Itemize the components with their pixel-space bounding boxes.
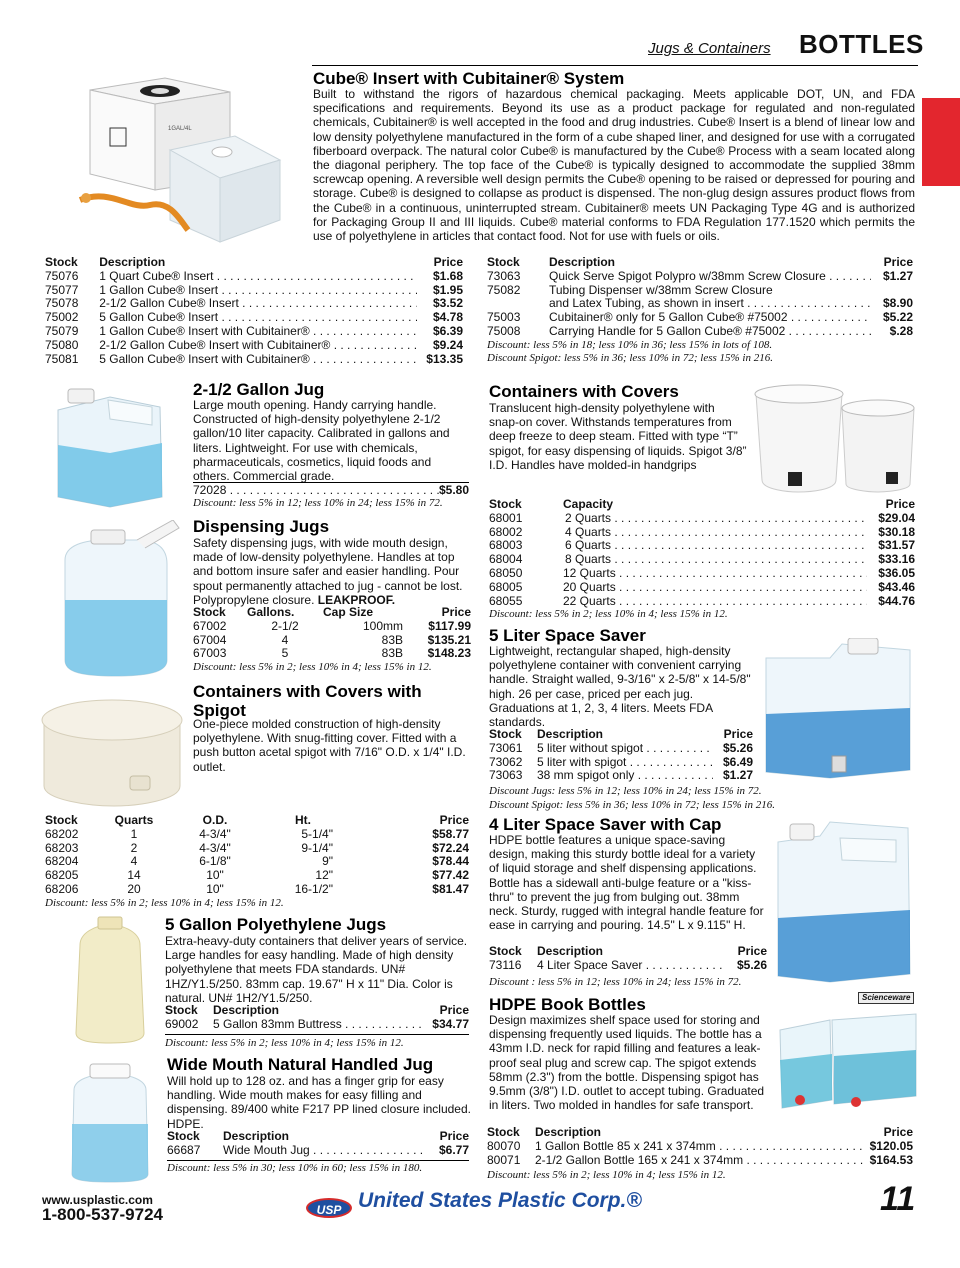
col-price: Price [433, 255, 463, 269]
col-capacity: Capacity [563, 497, 614, 511]
category-title: BOTTLES [799, 29, 924, 59]
price-cell: $4.78 [432, 310, 463, 325]
price-cell: $1.27 [722, 768, 753, 783]
col-price: Price [439, 813, 469, 827]
price-cell: $36.05 [878, 565, 915, 580]
table-row [489, 539, 915, 553]
col-description: Description [549, 255, 616, 269]
table-row [193, 647, 471, 661]
covers-discount: Discount: less 5% in 2; less 10% in 4; less 15% in 12. [489, 608, 728, 621]
stock-cell: 73061 [489, 740, 523, 755]
stock-cell: 75081 [45, 351, 79, 366]
gallons-cell: 5 [281, 646, 289, 661]
quarts-cell: 20 [127, 881, 141, 896]
col-description: Description [537, 944, 604, 958]
col-stock: Stock [489, 727, 522, 741]
price-cell: $148.23 [427, 646, 471, 661]
saver-4l-table [489, 945, 767, 989]
table-header [45, 256, 463, 270]
table-row [489, 742, 753, 756]
table-row [489, 567, 915, 581]
divider [165, 1034, 469, 1035]
description-cell: 5 Gallon Cube® Insert . . . [99, 311, 417, 325]
dispensing-jugs-desc-text: Safety dispensing jugs, with wide mouth design, made of low-density polyethylene. Handles at top and bottom insure safer and easier handling. Pour spout permanently attached to jug - cannot be lost. Polypropylene closure. [193, 536, 463, 607]
col-stock: Stock [487, 1125, 520, 1139]
capacity-cell: 20 Quarts . . . [563, 581, 867, 595]
stock-cell [487, 297, 549, 311]
stock-cell: 75082 [487, 282, 521, 297]
page-number: 11 [880, 1180, 916, 1218]
stock-cell: 72028 . . . [193, 483, 439, 497]
footer-website[interactable]: www.usplastic.com [42, 1193, 153, 1207]
price-cell: $5.26 [736, 957, 767, 972]
jug-2-5-gallon-image [40, 385, 185, 510]
stock-cell: 68205 [45, 868, 79, 883]
price-cell: $29.04 [878, 510, 915, 525]
dispensing-jugs-table [193, 606, 471, 674]
price-cell: $43.46 [878, 579, 915, 594]
col-description: Description [213, 1003, 280, 1017]
table-row [45, 828, 469, 842]
price-cell: $44.76 [878, 593, 915, 608]
price-cell: $72.24 [432, 840, 469, 855]
quarts-cell: 1 [130, 826, 138, 841]
covers-containers-image [750, 380, 920, 495]
table-row [487, 325, 913, 339]
wide-mouth-jug-image [60, 1060, 160, 1185]
table-row [489, 581, 915, 595]
table-header [45, 814, 469, 828]
price-cell: $58.77 [432, 826, 469, 841]
price-cell: $5.26 [722, 740, 753, 755]
price-cell: $1.27 [882, 268, 913, 283]
col-price: Price [439, 1129, 469, 1143]
height-cell: 9" [322, 854, 333, 869]
description-cell: 4 Liter Space Saver . . . [537, 959, 725, 973]
table-row [45, 270, 463, 284]
quarts-cell: 14 [127, 868, 141, 883]
table-header [489, 945, 767, 959]
saver-5l-spigot-discount: Discount Spigot: less 5% in 36; less 10% in 72; less 15% in 216. [489, 799, 775, 811]
col-price: Price [723, 727, 753, 741]
col-price: Price [737, 944, 767, 958]
description-cell: Tubing Dispenser w/38mm Screw Closure [549, 282, 773, 297]
price-cell: $6.77 [438, 1142, 469, 1157]
spigot-containers-description: One-piece molded construction of high-density polyethylene. With snug-fitting cover. Fitted with a push button acetal spigot with 7/16" O.D. x 1/4" I.D. outlet. [193, 717, 466, 774]
stock-cell: 75002 [45, 310, 79, 325]
five-gallon-discount: Discount: less 5% in 2; less 10% in 4; less 15% in 12. [165, 1036, 404, 1049]
wide-mouth-discount: Discount: less 5% in 30; less 10% in 60; less 15% in 180. [167, 1161, 423, 1174]
saver-4l-discount: Discount : less 5% in 12; less 10% in 24; less 15% in 72. [489, 975, 742, 988]
book-bottles-table [487, 1126, 913, 1182]
usp-logo-icon: USP [306, 1198, 352, 1218]
col-stock: Stock [193, 605, 226, 619]
price-cell: $6.39 [432, 323, 463, 338]
description-cell: 2-1/2 Gallon Bottle 165 x 241 x 374mm . . . [535, 1154, 863, 1168]
jug-2-5-gallon-title: 2-1/2 Gallon Jug [193, 380, 325, 399]
gallons-cell: 4 [281, 632, 289, 647]
jug-2-5-gallon-discount: Discount: less 5% in 12; less 10% in 24; less 15% in 72. [193, 497, 443, 509]
saver-4l-title: 4 Liter Space Saver with Cap [489, 815, 722, 834]
saver-4l-description: HDPE bottle features a unique space-saving design, making this sturdy bottle ideal for a variety of liquid storage and shelf dispensing applications. Bottle has a sidewall anti-bulge feature or a "kiss-thru" to prevent the jug from bulging out. 38mm neck. Sturdy, rugged with integral handle feature for ease in carrying and pouring. 14.5" L x 9.115" H. [489, 833, 764, 933]
table-row [487, 270, 913, 284]
col-description: Description [99, 255, 166, 269]
stock-cell: 75079 [45, 323, 79, 338]
table-row [165, 1018, 469, 1032]
price-cell: $81.47 [432, 881, 469, 896]
description-cell: Wide Mouth Jug . . . [223, 1144, 425, 1158]
saver-5l-title: 5 Liter Space Saver [489, 626, 646, 645]
stock-cell: 68055 [489, 593, 523, 608]
cap-size-cell: 83B [381, 646, 403, 661]
table-row [45, 325, 463, 339]
table-row [489, 526, 915, 540]
height-cell: 5-1/4" [301, 826, 333, 841]
header-rule [312, 65, 918, 66]
table-row [45, 855, 469, 869]
stock-cell: 75008 [487, 323, 521, 338]
table-row [45, 339, 463, 353]
table-row [167, 1144, 469, 1158]
spigot-container-image [30, 690, 190, 810]
col-height: Ht. [295, 813, 311, 827]
capacity-cell: 2 Quarts . . . [563, 512, 867, 526]
table-row [489, 595, 915, 609]
capacity-cell: 8 Quarts . . . [563, 553, 867, 567]
height-cell: 12" [315, 868, 333, 883]
section-label: Jugs & Containers [648, 40, 771, 57]
covers-table [489, 498, 915, 621]
col-price: Price [883, 255, 913, 269]
col-quarts: Quarts [114, 813, 154, 827]
price-cell: $120.05 [869, 1138, 913, 1153]
capacity-cell: 12 Quarts . . . [563, 567, 867, 581]
stock-cell: 75077 [45, 282, 79, 297]
scienceware-badge: Scienceware [858, 992, 914, 1004]
stock-cell: 75076 [45, 268, 79, 283]
col-cap-size: Cap Size [323, 605, 374, 619]
cube-product-image [70, 70, 300, 262]
col-description: Description [537, 727, 604, 741]
stock-cell: 75078 [45, 296, 79, 311]
cube-description: Built to withstand the rigors of hazardous chemical packaging. Meets applicable DOT, UN, and FDA specifications and requirements. Beyond its use as a product package for regulated and non-regulated chemicals, Cubitainer® is well accepted in the food and drug industries. Cube® Insert is a blend of linear low and low density polyethylene manufactured in the form of a cube shaped liner, and designed for use with a corrugated fiberboard overpack. The natural color Cube® is manufactured by the Cube® Process with a seam located along the diagonal periphery. The top face of the Cube® is typically designed to accommodate the supplied 38mm screwcap opening. A reversible well design permits the Cube® opening to be raised or depressed for pouring and storage. Cube® is designed to collapse as product is dispensed. The non-glug design assures product flows from the Cube® in a continuous, uninterrupted stream. Cubitainer® meets UN Packaging Type 4G and is authorized for Packaging Group II and III liquids. Cube® material conforms to FDA Regulation 177.1520 which permits the use of polyethylene in articles that contact food. Not for use with fuels or oils. [313, 87, 915, 244]
price-cell: $8.90 [882, 296, 913, 311]
col-stock: Stock [167, 1129, 200, 1143]
table-row [45, 311, 463, 325]
capacity-cell: 6 Quarts . . . [563, 539, 867, 553]
description-cell: 5 liter without spigot . . . [537, 742, 713, 756]
description-cell: 1 Gallon Bottle 85 x 241 x 374mm . . . [535, 1140, 863, 1154]
stock-cell: 69002 [165, 1016, 199, 1031]
cube-discount: Discount: less 5% in 18; less 10% in 36; less 15% in lots of 108. [487, 338, 773, 351]
od-cell: 10" [206, 881, 224, 896]
stock-cell: 80071 [487, 1152, 521, 1167]
table-row [487, 1140, 913, 1154]
stock-cell: 67003 [193, 646, 227, 661]
price-cell: $135.21 [427, 632, 471, 647]
description-cell: Carrying Handle for 5 Gallon Cube® #75002 . . . [549, 325, 871, 339]
table-header [487, 1126, 913, 1140]
quarts-cell: 4 [130, 854, 138, 869]
price-cell: $3.52 [432, 296, 463, 311]
saver-4l-image [770, 818, 920, 988]
table-row [487, 297, 913, 311]
stock-cell: 73063 [489, 768, 523, 783]
table-row [45, 353, 463, 367]
spigot-containers-table [45, 814, 469, 910]
five-gallon-title: 5 Gallon Polyethylene Jugs [165, 915, 387, 934]
five-gallon-jug-image [60, 915, 160, 1045]
stock-cell: 68003 [489, 538, 523, 553]
table-header [489, 498, 915, 512]
table-row [487, 1154, 913, 1168]
col-description: Description [223, 1129, 290, 1143]
saver-5l-table [489, 728, 753, 783]
price-cell: $9.24 [432, 337, 463, 352]
stock-cell: 67004 [193, 632, 227, 647]
table-header [193, 606, 471, 620]
dispensing-jugs-discount: Discount: less 5% in 2; less 10% in 4; less 15% in 12. [193, 661, 432, 674]
stock-cell: 73063 [487, 268, 521, 283]
footer-company: United States Plastic Corp.® [358, 1189, 642, 1212]
height-cell: 9-1/4" [301, 840, 333, 855]
table-row [489, 756, 753, 770]
col-od: O.D. [202, 813, 228, 827]
book-bottles-description: Design maximizes shelf space used for storing and dispensing frequently used liquids. The bottle has a 43mm I.D. neck for rapid filling and features a leak-proof seal plug and screw cap. The spigot extends 58mm (2.3") from the bottle. Dispensing spigot has 9.5mm (3/8") I.D. outlet to accept tubing. Graduated in liters. Two molded in handles for safe transport. [489, 1013, 765, 1113]
spigot-containers-title: Containers with Covers with Spigot [193, 682, 422, 720]
col-stock: Stock [489, 944, 522, 958]
table-row [45, 297, 463, 311]
table-row [193, 634, 471, 648]
description-cell: 38 mm spigot only . . . [537, 769, 713, 783]
spigot-containers-discount: Discount: less 5% in 2; less 10% in 4; less 15% in 12. [45, 896, 284, 909]
col-price: Price [883, 1125, 913, 1139]
od-cell: 10" [206, 868, 224, 883]
description-cell: 2-1/2 Gallon Cube® Insert with Cubitainer® . . . [99, 339, 417, 353]
col-price: Price [439, 1003, 469, 1017]
table-row [45, 284, 463, 298]
cube-table-left [45, 256, 463, 366]
price-cell [871, 284, 913, 298]
col-stock: Stock [45, 255, 78, 269]
covers-description: Translucent high-density polyethylene with snap-on cover. Withstands temperatures from deep freeze to deep steam. Fitted with type “T” spigot, for easy dispensing of liquids. Spigot 3/8” I.D. Handles have molded-in handgrips [489, 401, 747, 472]
cube-spigot-discount: Discount Spigot: less 5% in 36; less 10% in 72; less 15% in 216. [487, 351, 773, 364]
col-description: Description [535, 1125, 602, 1139]
price-cell: $6.49 [722, 754, 753, 769]
five-gallon-table [165, 1004, 469, 1050]
table-row [45, 842, 469, 856]
covers-title: Containers with Covers [489, 382, 679, 401]
price-cell: $77.42 [432, 868, 469, 883]
table-header [487, 256, 913, 270]
description-cell: 5 Gallon Cube® Insert with Cubitainer® . . . [99, 353, 417, 367]
gallons-cell: 2-1/2 [271, 618, 299, 633]
col-gallons: Gallons. [247, 605, 295, 619]
price-cell: $33.16 [878, 552, 915, 567]
price-cell: $117.99 [428, 618, 471, 633]
table-row [489, 769, 753, 783]
description-cell: 1 Gallon Cube® Insert . . . [99, 284, 417, 298]
leakproof-label: LEAKPROOF. [317, 592, 396, 607]
description-cell: Cubitainer® only for 5 Gallon Cube® #75002 . . . [549, 311, 871, 325]
stock-cell: 68002 [489, 524, 523, 539]
col-price: Price [441, 605, 471, 619]
table-row [489, 553, 915, 567]
price-cell: $5.22 [882, 310, 913, 325]
price-cell: $5.80 [438, 483, 469, 497]
wide-mouth-description: Will hold up to 128 oz. and has a finger grip for easy handling. Wide mouth makes for easy filling and dispensing. 89/400 white F217 PP lined closure included. HDPE. [167, 1074, 471, 1131]
od-cell: 4-3/4" [199, 826, 231, 841]
table-row [487, 284, 913, 298]
stock-cell: 66687 [167, 1142, 201, 1157]
table-header [489, 728, 753, 742]
col-price: Price [885, 497, 915, 511]
table-header [167, 1130, 469, 1144]
od-cell: 6-1/8" [199, 854, 231, 869]
stock-cell: 68202 [45, 826, 79, 841]
dispensing-jug-image [45, 520, 185, 680]
table-row [489, 512, 915, 526]
table-row [45, 869, 469, 883]
cap-size-cell: 100mm [362, 618, 403, 633]
price-cell: $34.77 [432, 1016, 469, 1031]
description-cell: 1 Gallon Cube® Insert with Cubitainer® . . . [99, 325, 417, 339]
book-bottles-image [770, 990, 920, 1120]
description-cell: Quick Serve Spigot Polypro w/38mm Screw Closure . . . [549, 270, 871, 284]
jug-2-5-gallon-row [193, 483, 469, 497]
wide-mouth-title: Wide Mouth Natural Handled Jug [167, 1055, 434, 1074]
price-cell: $164.53 [869, 1152, 913, 1167]
description-cell: 1 Quart Cube® Insert . . . [99, 270, 417, 284]
capacity-cell: 22 Quarts . . . [563, 595, 867, 609]
saver-5l-description: Lightweight, rectangular shaped, high-density polyethylene container with convenient carrying handle. Straight walled, 9-3/16" x 2-5/8" x 14-5/8" high. 26 per case, priced per each jug. Graduations at 1, 2, 3, 4 liters. Meets FDA standards. [489, 644, 751, 730]
dispensing-jugs-description [193, 536, 471, 607]
book-bottles-title: HDPE Book Bottles [489, 995, 646, 1014]
dispensing-jugs-title: Dispensing Jugs [193, 517, 330, 536]
stock-cell: 68004 [489, 552, 523, 567]
stock-cell: 68005 [489, 579, 523, 594]
stock-cell: 68001 [489, 510, 523, 525]
price-cell: $30.18 [878, 524, 915, 539]
table-row [489, 959, 767, 973]
price-cell: $1.95 [432, 282, 463, 297]
col-stock: Stock [487, 255, 520, 269]
height-cell: 16-1/2" [294, 881, 333, 896]
price-cell: $13.35 [426, 351, 463, 366]
stock-cell: 68050 [489, 565, 523, 580]
col-stock: Stock [45, 813, 78, 827]
stock-cell: 80070 [487, 1138, 521, 1153]
description-cell: 5 Gallon 83mm Buttress . . . [213, 1018, 421, 1032]
stock-cell: 75080 [45, 337, 79, 352]
cube-table-right [487, 256, 913, 365]
stock-cell: 68206 [45, 881, 79, 896]
table-row [45, 883, 469, 897]
table-header [165, 1004, 469, 1018]
stock-cell: 75003 [487, 310, 521, 325]
wide-mouth-table [167, 1130, 469, 1175]
saver-5l-jug-discount: Discount Jugs: less 5% in 12; less 10% in 24; less 15% in 72. [489, 785, 762, 797]
cap-size-cell: 83B [381, 632, 403, 647]
stock-cell: 73062 [489, 754, 523, 769]
box-label: 1GAL/4L [168, 126, 192, 132]
col-stock: Stock [165, 1003, 198, 1017]
table-row [193, 620, 471, 634]
stock-cell: 68204 [45, 854, 79, 869]
price-cell: $.28 [889, 323, 913, 338]
stock-cell: 73116 [489, 957, 522, 972]
category-tab [922, 98, 960, 186]
col-stock: Stock [489, 497, 522, 511]
description-cell: 2-1/2 Gallon Cube® Insert . . . [99, 297, 417, 311]
saver-5l-image [760, 638, 920, 788]
table-row [487, 311, 913, 325]
description-cell: and Latex Tubing, as shown in insert . . . [549, 297, 871, 311]
price-cell: $31.57 [878, 538, 915, 553]
stock-cell: 68203 [45, 840, 79, 855]
description-cell: 5 liter with spigot . . . [537, 756, 713, 770]
five-gallon-description: Extra-heavy-duty containers that deliver years of service. Large handles for easy handling. Made of high density polyethylene that meets FDA standards. UN# 1HZ/Y1.5/250. 83mm cap. 19.67" H x 11" Dia. Color is natural. UN# 1H2/Y1.5/250. [165, 934, 468, 1005]
jug-2-5-gallon-description: Large mouth opening. Handy carrying handle. Constructed of high-density polyethylene 2-1/2 gallon/10 liter capacity. Calibrated in gallons and liters. Lightweight. For use with chemicals, pharmaceuticals, cosmetics, liquid foods and others. Commercial grade. [193, 398, 450, 484]
footer-phone: 1-800-537-9724 [42, 1205, 163, 1224]
quarts-cell: 2 [130, 840, 138, 855]
book-bottles-discount: Discount: less 5% in 2; less 10% in 4; less 15% in 12. [487, 1169, 726, 1182]
price-cell: $78.44 [432, 854, 469, 869]
divider [167, 1160, 469, 1161]
od-cell: 4-3/4" [199, 840, 231, 855]
stock-cell: 67002 [193, 618, 227, 633]
capacity-cell: 4 Quarts . . . [563, 526, 867, 540]
cube-title: Cube® Insert with Cubitainer® System [313, 69, 625, 88]
price-cell: $1.68 [432, 268, 463, 283]
